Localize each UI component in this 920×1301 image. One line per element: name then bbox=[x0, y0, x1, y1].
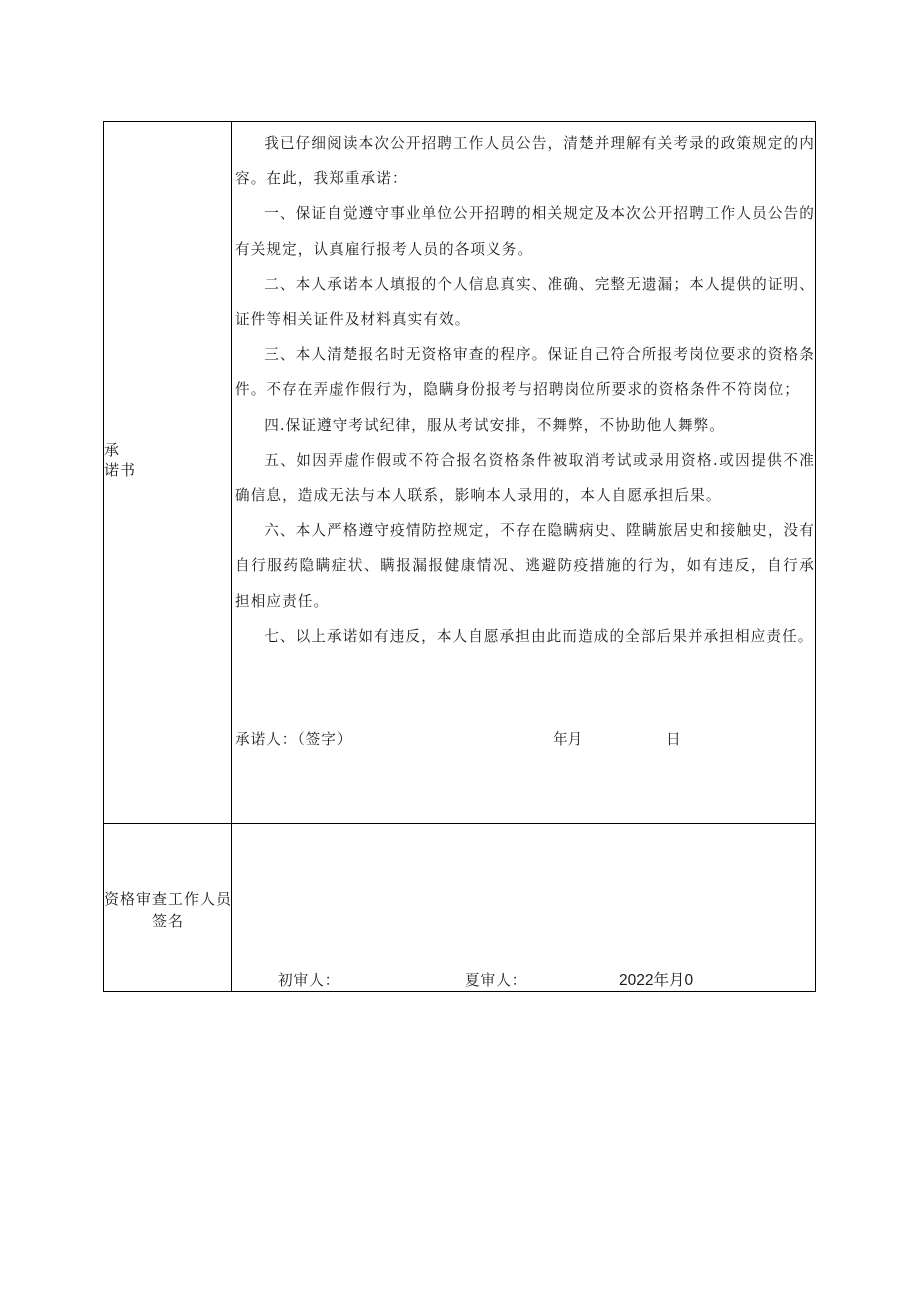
pledge-intro-paragraph: 我已仔细阅读本次公开招聘工作人员公告，清楚并理解有关考录的政策规定的内容。在此，我郑重承诺： bbox=[235, 135, 815, 188]
pledge-item-7: 七、以上承诺如有违反，本人自愿承担由此而造成的全部后果并承担相应责任。 bbox=[264, 627, 814, 645]
pledge-label-cell bbox=[104, 122, 232, 823]
pledge-item-6: 六、本人严格遵守疫情防控规定，不存在隐瞒病史、陞瞒旅居史和接触史，没有自行服药隐瞒症状、瞒报漏报健康情况、逃避防疫措施的行为，如有违反，自行承担相应责任。 bbox=[235, 522, 815, 610]
pledge-text bbox=[235, 126, 815, 654]
first-reviewer-label: 初审人： bbox=[278, 972, 341, 989]
review-row bbox=[104, 824, 815, 991]
signer-line bbox=[235, 729, 815, 751]
second-reviewer-label: 夏审人： bbox=[465, 972, 528, 989]
pledge-item-1: 一、保证自觉遵守事业单位公开招聘的相关规定及本次公开招聘工作人员公告的有关规定，认真雇行报考人员的各项义务。 bbox=[235, 205, 815, 258]
review-label: 资格审查工作人员签名 bbox=[104, 890, 233, 930]
pledge-item-5: 五、如因弄虚作假或不符合报名资格条件被取消考试或录用资格.或因提供不准确信息，造成无法与本人联系，影响本人录用的，本人自愿承担后果。 bbox=[235, 451, 815, 505]
review-content-cell bbox=[232, 824, 815, 991]
signer-date-year-month: 年月 bbox=[553, 731, 583, 748]
pledge-item-2: 二、本人承诺本人填报的个人信息真实、准确、完整无遗漏；本人提供的证明、证件等相关证件及材料真实有效。 bbox=[235, 275, 815, 329]
review-date: 2022年月0 bbox=[619, 972, 694, 989]
signer-signature-label: 承诺人：（签字） bbox=[235, 731, 353, 748]
pledge-row bbox=[104, 122, 815, 824]
pledge-content-cell bbox=[232, 122, 815, 823]
pledge-item-4: 四.保证遵守考试纪律，服从考试安排，不舞弊，不协助他人舞弊。 bbox=[264, 416, 726, 434]
review-label-cell bbox=[104, 824, 232, 991]
pledge-item-3: 三、本人清楚报名时无资格审查的程序。保证自己符合所报考岗位要求的资格条件。不存在弄虚作假行为，隐瞒身份报考与招聘岗位所要求的资格条件不符岗位； bbox=[235, 346, 815, 399]
pledge-label: 承 诺书 bbox=[104, 441, 137, 479]
signer-date-day: 日 bbox=[666, 731, 681, 748]
pledge-form-table bbox=[103, 121, 816, 992]
review-signature-line bbox=[232, 970, 815, 992]
